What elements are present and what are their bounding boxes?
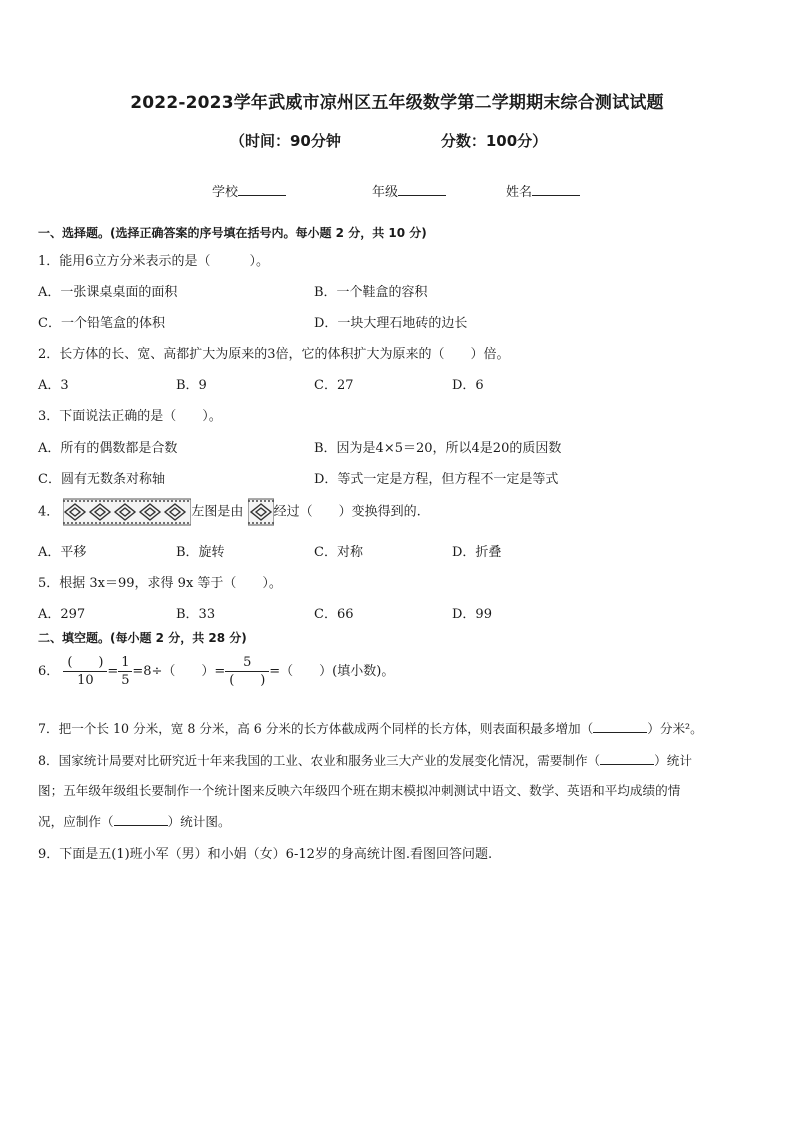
q6-f2-denominator: 5 (121, 673, 130, 688)
name-blank[interactable] (532, 183, 580, 196)
q8-line1-tail: ）统计 (654, 753, 692, 768)
q6-line (38, 654, 394, 689)
q8-line1 (38, 750, 692, 769)
q6-tail: =（ ）(填小数)。 (269, 664, 395, 679)
q1-option-a: A．一张课桌桌面的面积 (38, 285, 178, 300)
q4-number: 4． (38, 504, 60, 520)
name-label: 姓名 (506, 185, 533, 200)
q4-option-a: A．平移 (38, 545, 87, 560)
q6-f1-numerator[interactable]: ( ) (67, 655, 104, 670)
q6-fraction-1 (63, 654, 107, 689)
section2-heading: 二、填空题。(每小题 2 分，共 28 分) (38, 631, 247, 645)
q6-number: 6． (38, 664, 60, 679)
q8-answer-blank-2[interactable] (114, 813, 168, 826)
q5-option-c: C．66 (314, 607, 354, 622)
q4-line (38, 498, 421, 526)
exam-subtitle (230, 130, 547, 151)
q7-tail: ）分米²。 (647, 721, 703, 736)
q1-option-b: B．一个鞋盒的容积 (314, 285, 428, 300)
q6-f3-denominator[interactable]: ( ) (229, 673, 266, 688)
q3-option-a: A．所有的偶数都是合数 (38, 441, 178, 456)
q4-option-c: C．对称 (314, 545, 363, 560)
q1-option-c: C．一个铅笔盒的体积 (38, 316, 165, 331)
q7-text: 7．把一个长 10 分米，宽 8 分米，高 6 分米的长方体截成两个同样的长方体，则表面积最多增加（ (38, 721, 594, 736)
q2-option-b: B．9 (176, 378, 207, 393)
q3-option-d: D．等式一定是方程，但方程不一定是等式 (314, 472, 559, 487)
q4-option-d: D．折叠 (452, 545, 502, 560)
q8-line1-text: 8．国家统计局要对比研究近十年来我国的工业、农业和服务业三大产业的发展变化情况，需要制作（ (38, 753, 601, 768)
q3-text: 3．下面说法正确的是（ ）。 (38, 409, 222, 424)
q7-line (38, 718, 703, 737)
q6-equals: = (107, 664, 119, 679)
q5-option-b: B．33 (176, 607, 216, 622)
grade-blank[interactable] (398, 183, 446, 196)
q1-option-d: D．一块大理石地砖的边长 (314, 316, 468, 331)
q4-text2: 经过（ ）变换得到的. (273, 504, 421, 520)
q5-text: 5．根据 3x＝99，求得 9x 等于（ ）。 (38, 576, 282, 591)
q8-line3-text: 况，应制作（ (38, 814, 114, 829)
score-label: 分数：100分） (440, 132, 548, 150)
q2-option-d: D．6 (452, 378, 484, 393)
q2-option-a: A．3 (38, 378, 69, 393)
q6-fraction-3 (225, 654, 269, 689)
q6-f1-denominator: 10 (77, 673, 94, 688)
q8-line3-tail: ）统计图。 (167, 814, 231, 829)
q9-text: 9．下面是五(1)班小军（男）和小娟（女）6-12岁的身高统计图.看图回答问题. (38, 847, 493, 862)
q6-f2-numerator: 1 (121, 655, 130, 670)
q8-line3 (38, 811, 231, 830)
time-label: （时间：90分钟 (230, 132, 341, 150)
q7-answer-blank[interactable] (593, 720, 647, 733)
q8-answer-blank-1[interactable] (600, 752, 654, 765)
q5-option-a: A．297 (38, 607, 86, 622)
grade-field (372, 181, 446, 200)
school-label: 学校 (212, 185, 239, 200)
q4-text1: 左图是由 (191, 504, 244, 520)
q8-line2: 图；五年级年级组长要制作一个统计图来反映六年级四个班在期末模拟冲刺测试中语文、数学、英语和平均成绩的情 (38, 783, 681, 798)
grade-label: 年级 (372, 185, 399, 200)
q6-middle: =8÷（ ）= (132, 664, 226, 679)
q5-option-d: D．99 (452, 607, 492, 622)
school-field (212, 181, 286, 200)
q3-option-b: B．因为是4×5＝20，所以4是20的质因数 (314, 441, 562, 456)
name-field (506, 181, 580, 200)
q4-option-b: B．旋转 (176, 545, 225, 560)
diamond-strip-figure (63, 498, 191, 526)
q1-text: 1．能用6立方分米表示的是（ ）。 (38, 254, 270, 269)
q2-option-c: C．27 (314, 378, 354, 393)
single-diamond-figure (248, 498, 274, 526)
exam-title: 2022-2023学年武威市凉州区五年级数学第二学期期末综合测试试题 (130, 93, 664, 113)
q6-f3-numerator: 5 (243, 655, 252, 670)
q3-option-c: C．圆有无数条对称轴 (38, 472, 165, 487)
section1-heading: 一、选择题。(选择正确答案的序号填在括号内。每小题 2 分，共 10 分) (38, 226, 427, 240)
q2-text: 2．长方体的长、宽、高都扩大为原来的3倍，它的体积扩大为原来的（ ）倍。 (38, 347, 510, 362)
school-blank[interactable] (238, 183, 286, 196)
q6-fraction-2 (118, 654, 132, 689)
